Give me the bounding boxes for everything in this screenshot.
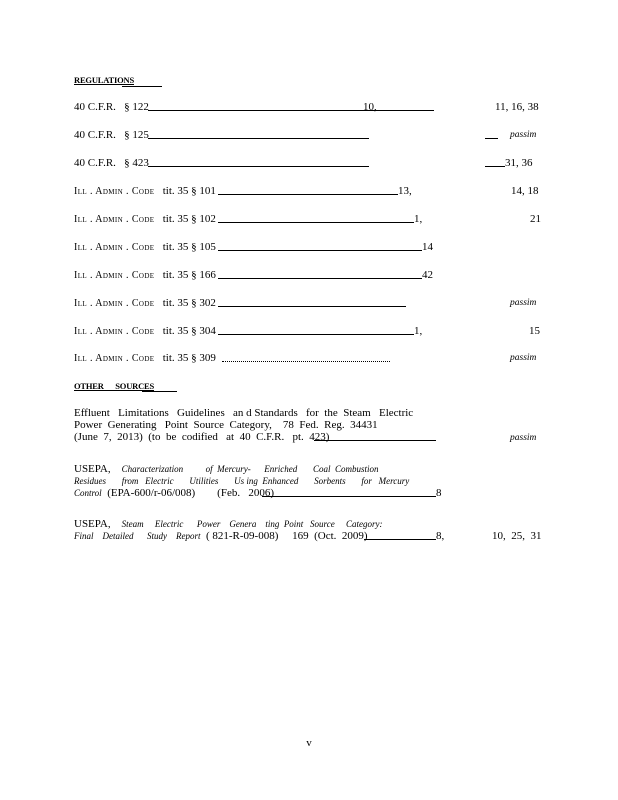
regulation-row: 40 C.F.R. § 125 passim bbox=[74, 129, 537, 141]
regulation-row: Ill . Admin . Code tit. 35 § 304 1, 15 bbox=[74, 325, 540, 337]
regulation-row: 40 C.F.R. § 423 31, 36 bbox=[74, 157, 533, 169]
source-entry: USEPA, Characterization of Mercury- Enriched Coal Combustion Residues from Electric Utilities Us ing Enhanced Sorbents for Mercury Control (EPA-600/r-06/008) (Feb. 2006) 8 bbox=[74, 463, 442, 499]
other-sources-heading: OTHER SOURCES bbox=[74, 381, 155, 391]
regulation-row: 40 C.F.R. § 122 10, 11, 16, 38 bbox=[74, 101, 539, 113]
source-entry: USEPA, Steam Electric Power Genera ting Point Source Category: Final Detailed Study Report ( 821-R-09-008) 169 (Oct. 2009) 8, 10, 25, 31 bbox=[74, 518, 542, 542]
regulations-heading: REGULATIONS bbox=[74, 75, 134, 85]
regulation-row: Ill . Admin . Code tit. 35 § 309 passim bbox=[74, 352, 537, 364]
heading-underline bbox=[142, 391, 177, 392]
regulation-row: Ill . Admin . Code tit. 35 § 105 14 bbox=[74, 241, 433, 253]
regulation-row: Ill . Admin . Code tit. 35 § 166 42 bbox=[74, 269, 433, 281]
heading-underline bbox=[122, 86, 162, 87]
page-number: v bbox=[306, 737, 312, 749]
regulation-row: Ill . Admin . Code tit. 35 § 101 13, 14, 18 bbox=[74, 185, 539, 197]
regulation-row: Ill . Admin . Code tit. 35 § 302 passim bbox=[74, 297, 537, 309]
regulation-row: Ill . Admin . Code tit. 35 § 102 1, 21 bbox=[74, 213, 541, 225]
source-entry: Effluent Limitations Guidelines an d Standards for the Steam Electric Power Generating Point Source Category, 78 Fed. Reg. 34431 (June 7, 2013) (to be codified at 40 C.F.R. pt. 423) passim bbox=[74, 407, 537, 443]
